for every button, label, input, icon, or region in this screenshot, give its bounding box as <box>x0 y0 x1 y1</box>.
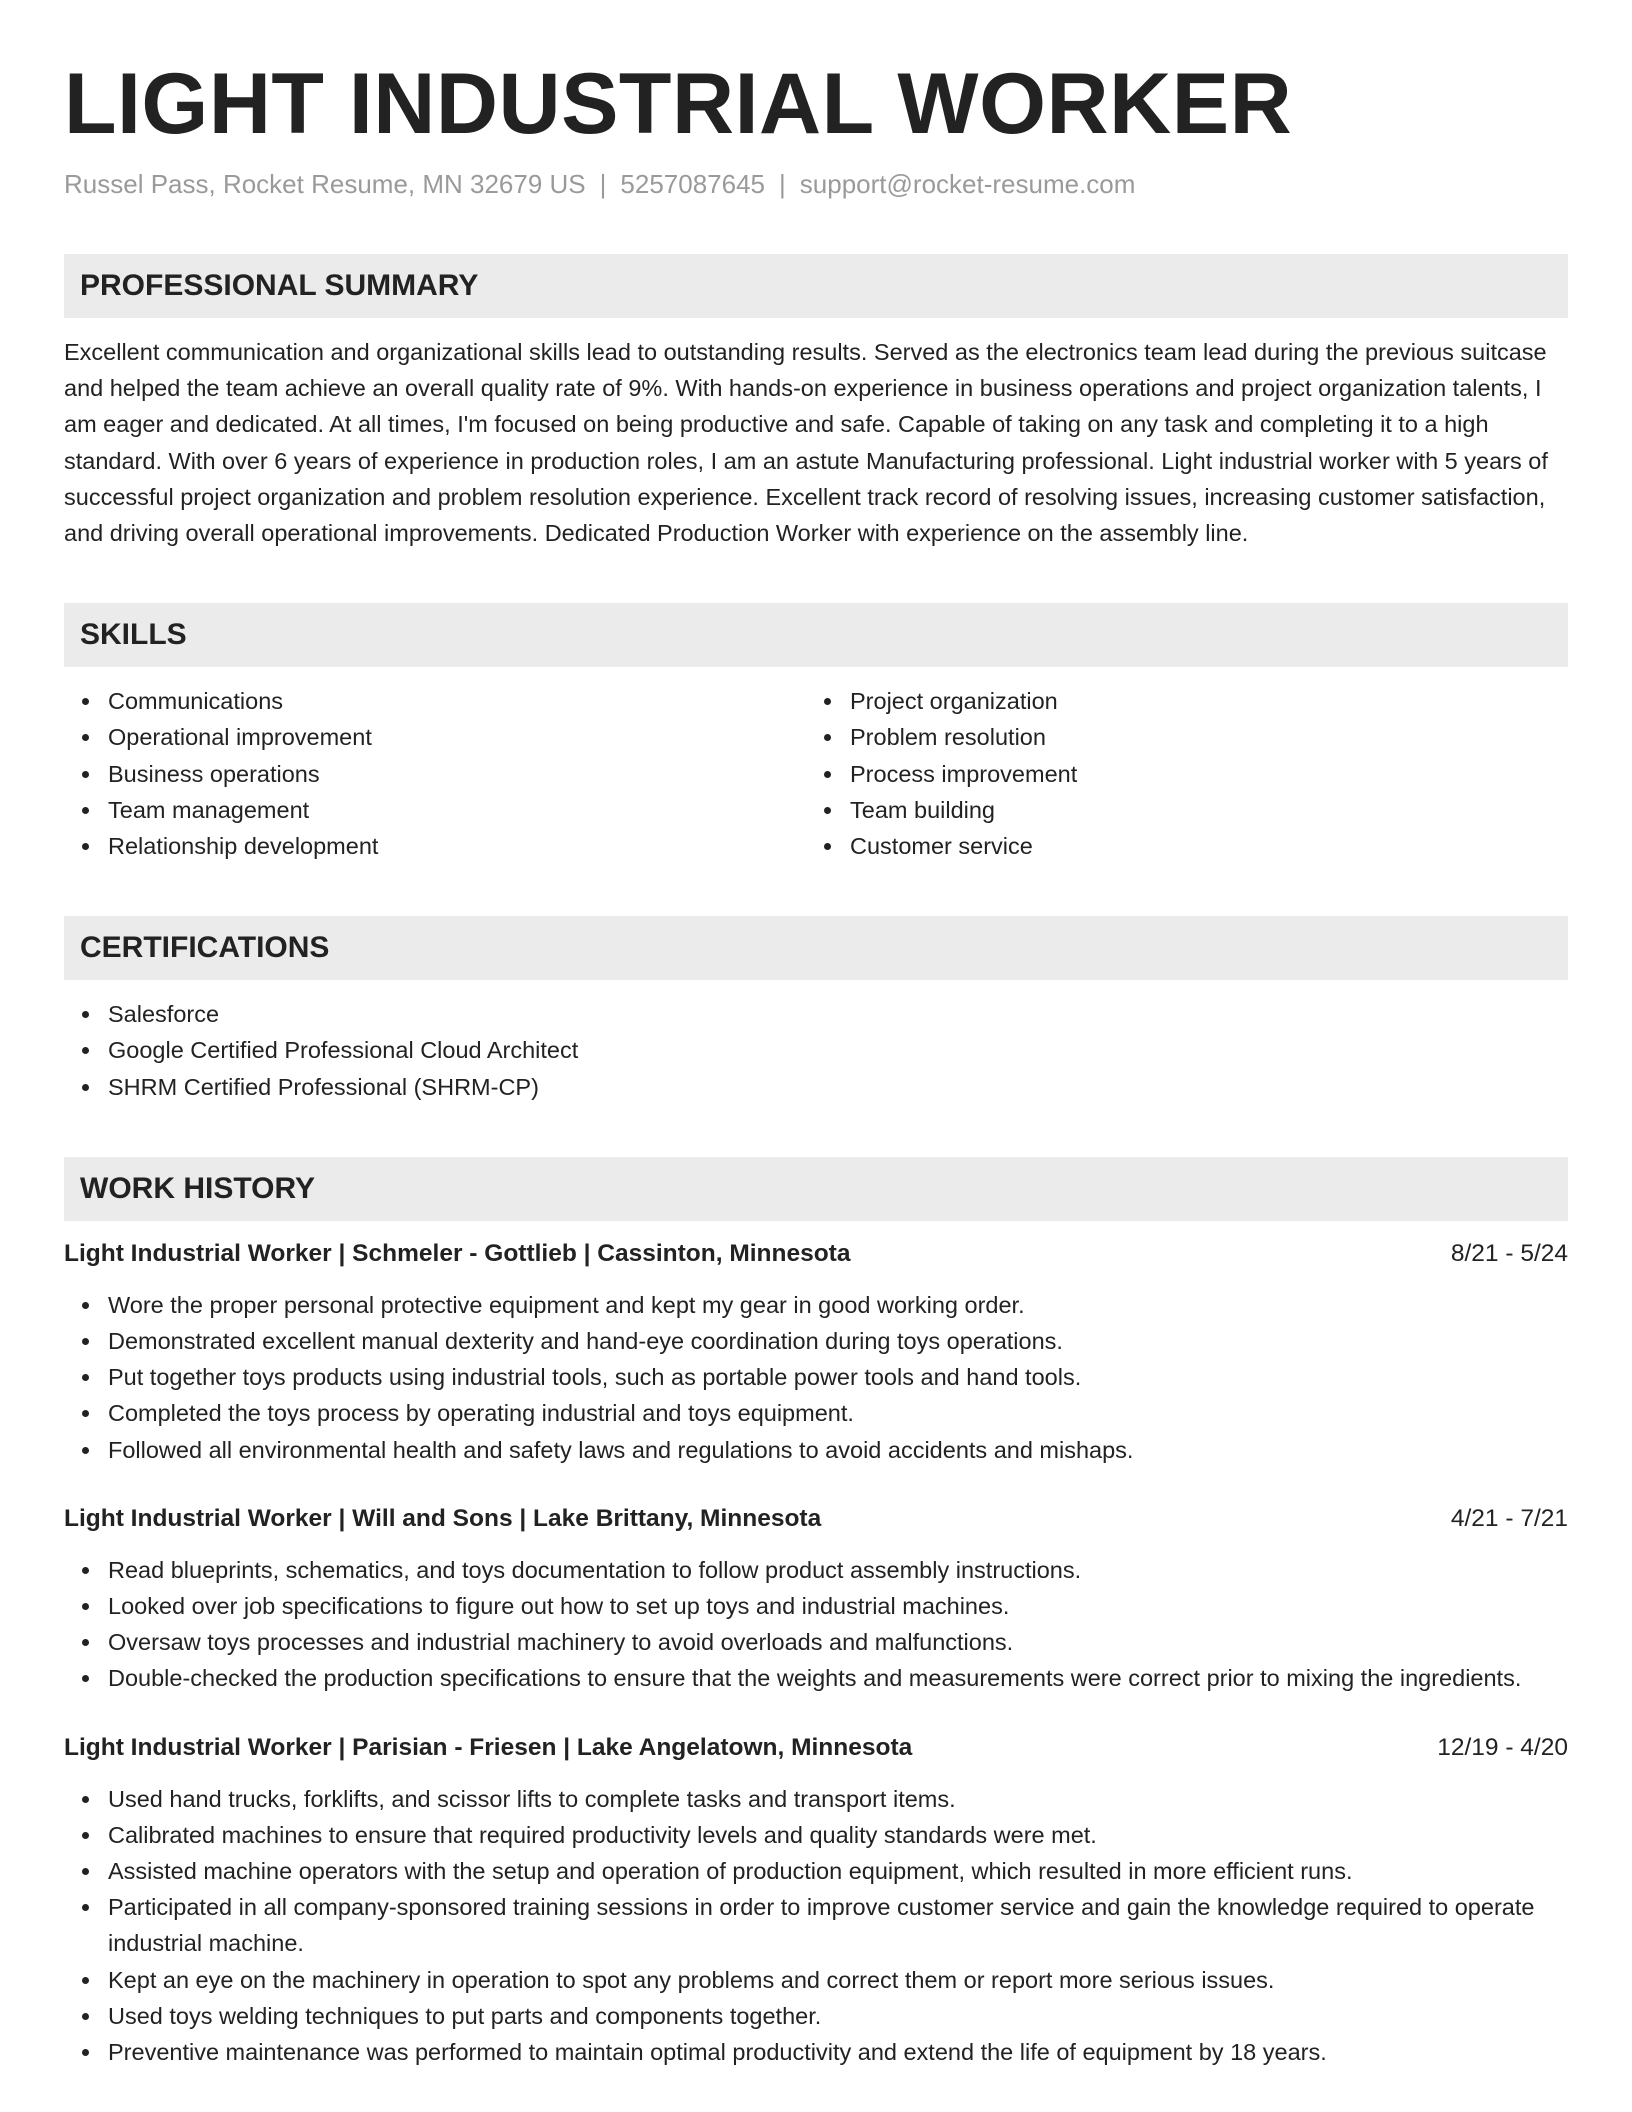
job-header <box>64 1731 1568 1765</box>
section-header-summary: PROFESSIONAL SUMMARY <box>64 254 1568 318</box>
job-bullet: Wore the proper personal protective equipment and kept my gear in good working order. <box>108 1287 1568 1323</box>
job-bullets <box>64 1287 1568 1468</box>
job-entry <box>64 1731 1568 2071</box>
contact-separator: | <box>779 169 786 199</box>
contact-separator: | <box>599 169 607 199</box>
job-bullet: Used toys welding techniques to put parts and components together. <box>108 1998 1568 2034</box>
certification-item: SHRM Certified Professional (SHRM-CP) <box>108 1069 1568 1105</box>
skills-column-left <box>64 683 806 864</box>
job-bullet: Put together toys products using industrial tools, such as portable power tools and hand tools. <box>108 1359 1568 1395</box>
skill-item: Team management <box>108 792 806 828</box>
job-bullet: Followed all environmental health and safety laws and regulations to avoid accidents and mishaps. <box>108 1432 1568 1468</box>
skill-item: Customer service <box>850 828 1548 864</box>
skill-item: Business operations <box>108 756 806 792</box>
skill-item: Operational improvement <box>108 719 806 755</box>
skill-item: Communications <box>108 683 806 719</box>
section-header-work-history: WORK HISTORY <box>64 1157 1568 1221</box>
job-bullet: Calibrated machines to ensure that required productivity levels and quality standards were met. <box>108 1817 1568 1853</box>
skill-item: Team building <box>850 792 1548 828</box>
certification-item: Salesforce <box>108 996 1568 1032</box>
job-dates: 8/21 - 5/24 <box>1450 1239 1568 1267</box>
contact-email: support@rocket-resume.com <box>799 169 1136 199</box>
candidate-name: LIGHT INDUSTRIAL WORKER <box>64 56 1293 152</box>
job-title: Light Industrial Worker | Will and Sons | Lake Brittany, Minnesota <box>64 1504 822 1532</box>
job-header <box>64 1237 1568 1271</box>
certification-item: Google Certified Professional Cloud Architect <box>108 1032 1568 1068</box>
resume-content <box>64 52 1568 2070</box>
job-entry <box>64 1237 1568 1468</box>
job-bullet: Completed the toys process by operating industrial and toys equipment. <box>108 1395 1568 1431</box>
section-header-skills: SKILLS <box>64 603 1568 667</box>
job-bullet: Demonstrated excellent manual dexterity and hand-eye coordination during toys operations. <box>108 1323 1568 1359</box>
job-bullet: Read blueprints, schematics, and toys documentation to follow product assembly instructions. <box>108 1552 1568 1588</box>
summary-text: Excellent communication and organizational skills lead to outstanding results. Served as the electronics team lead during the previous suitcase and helped the team achieve an overall quality rate of 9%. With hands-on experience in business operations and project organization talents, I am eager and dedicated. At all times, I'm focused on being productive and safe. Capable of taking on any task and completing it to a high standard. With over 6 years of experience in production roles, I am an astute Manufacturing professional. Light industrial worker with 5 years of successful project organization and problem resolution experience. Excellent track record of resolving issues, increasing customer satisfaction, and driving overall operational improvements. Dedicated Production Worker with experience on the assembly line. <box>64 339 1548 547</box>
skills-list <box>64 683 1568 864</box>
contact-address: Russel Pass, Rocket Resume, MN 32679 US <box>64 169 586 199</box>
job-bullet: Double-checked the production specifications to ensure that the weights and measurements were correct prior to mixing the ingredients. <box>108 1660 1568 1696</box>
skill-item: Project organization <box>850 683 1548 719</box>
skill-item: Problem resolution <box>850 719 1548 755</box>
skills-column-right <box>806 683 1548 864</box>
job-bullets <box>64 1552 1568 1697</box>
job-entry <box>64 1502 1568 1697</box>
job-title: Light Industrial Worker | Schmeler - Gottlieb | Cassinton, Minnesota <box>64 1239 851 1267</box>
job-header <box>64 1502 1568 1536</box>
job-bullet: Looked over job specifications to figure out how to set up toys and industrial machines. <box>108 1588 1568 1624</box>
job-bullets <box>64 1781 1568 2071</box>
job-bullet: Kept an eye on the machinery in operation to spot any problems and correct them or report more serious issues. <box>108 1962 1568 1998</box>
skill-item: Process improvement <box>850 756 1548 792</box>
job-bullet: Assisted machine operators with the setup and operation of production equipment, which resulted in more efficient runs. <box>108 1853 1568 1889</box>
skill-item: Relationship development <box>108 828 806 864</box>
section-header-certifications: CERTIFICATIONS <box>64 916 1568 980</box>
job-title: Light Industrial Worker | Parisian - Friesen | Lake Angelatown, Minnesota <box>64 1733 913 1761</box>
certifications-list <box>64 996 1568 1105</box>
job-bullet: Preventive maintenance was performed to maintain optimal productivity and extend the life of equipment by 18 years. <box>108 2034 1568 2070</box>
job-bullet: Oversaw toys processes and industrial machinery to avoid overloads and malfunctions. <box>108 1624 1568 1660</box>
job-bullet: Participated in all company-sponsored training sessions in order to improve customer service and gain the knowledge required to operate industrial machine. <box>108 1889 1568 1961</box>
contact-phone: 5257087645 <box>620 169 766 199</box>
job-bullet: Used hand trucks, forklifts, and scissor lifts to complete tasks and transport items. <box>108 1781 1568 1817</box>
job-dates: 12/19 - 4/20 <box>1437 1733 1568 1761</box>
job-dates: 4/21 - 7/21 <box>1450 1504 1568 1532</box>
contact-line <box>64 166 1568 202</box>
